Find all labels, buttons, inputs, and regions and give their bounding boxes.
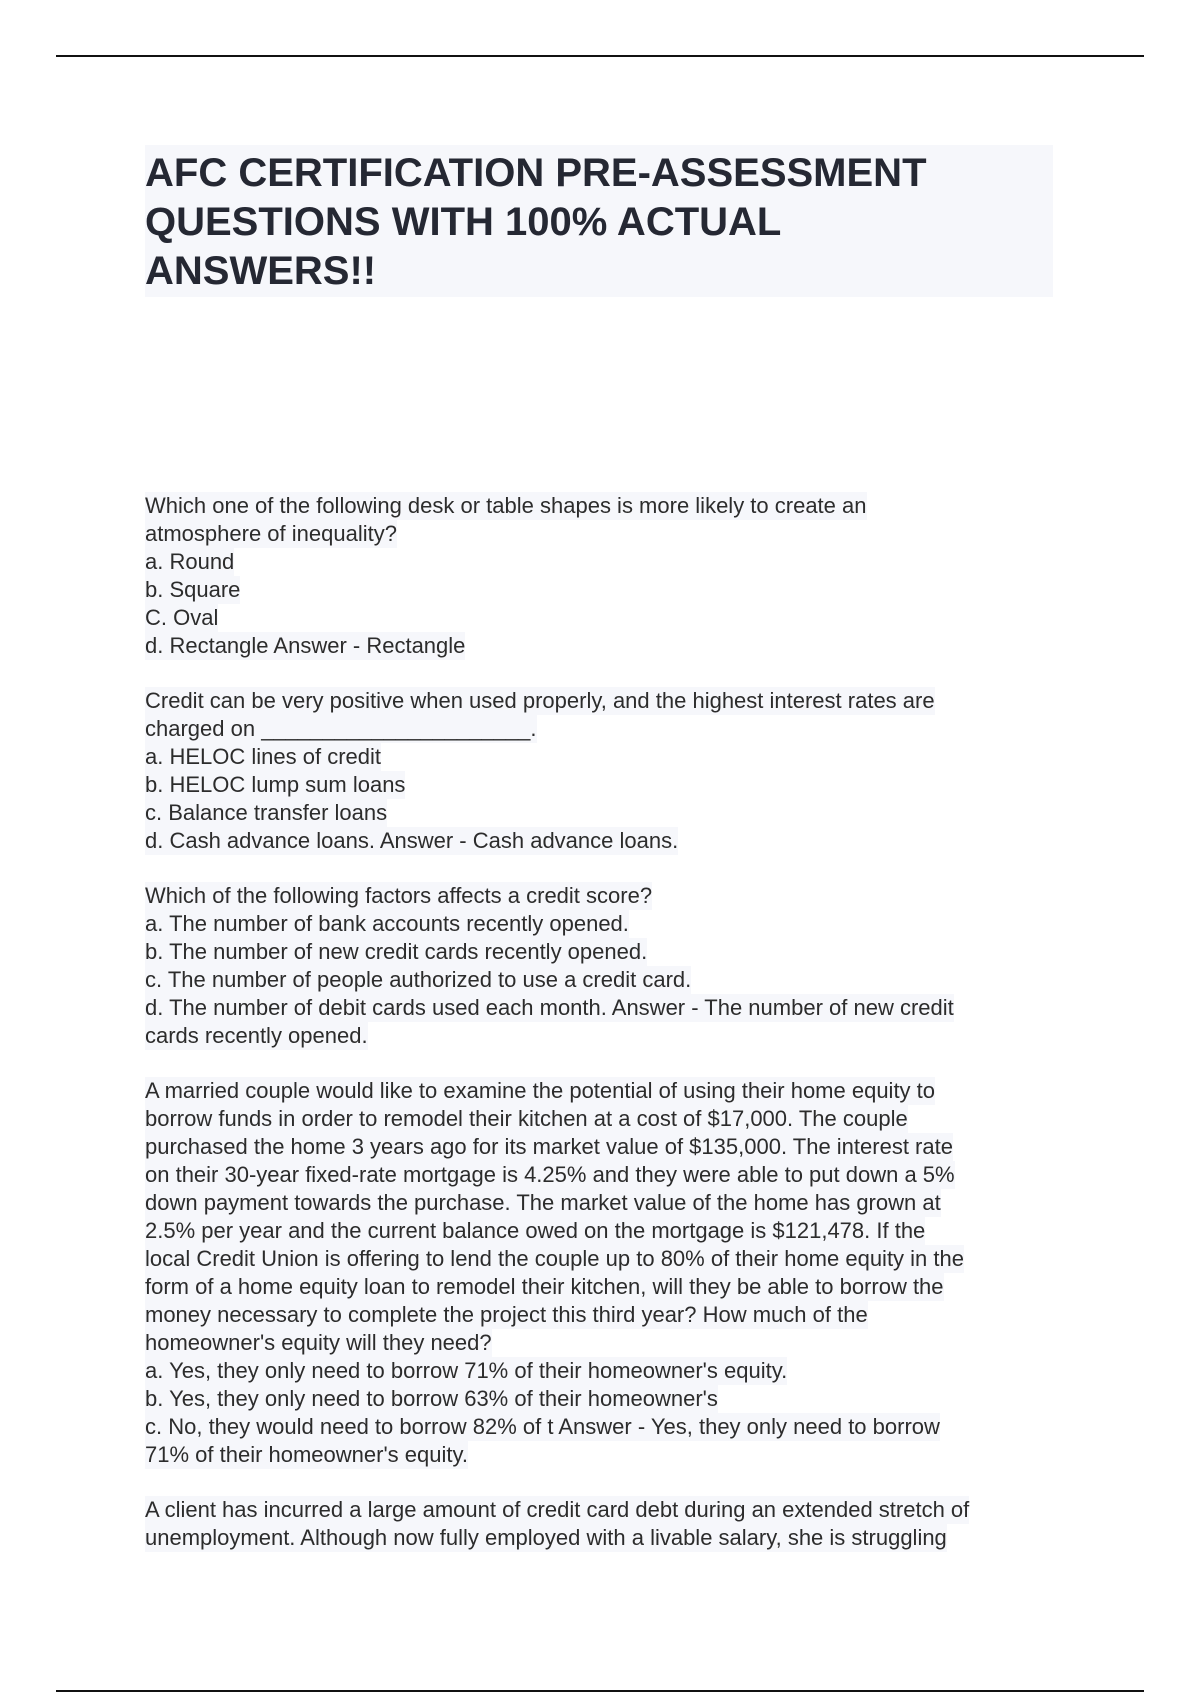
answer-option: b. HELOC lump sum loans bbox=[145, 772, 406, 797]
question-text: charged on ______________________. bbox=[145, 716, 537, 741]
question-block bbox=[145, 492, 1105, 660]
bottom-rule bbox=[56, 1690, 1144, 1692]
question-text: 2.5% per year and the current balance owed on the mortgage is $121,478. If the bbox=[145, 1218, 926, 1243]
question-text: unemployment. Although now fully employed with a livable salary, she is struggling bbox=[145, 1525, 947, 1550]
answer-option: b. The number of new credit cards recently opened. bbox=[145, 939, 648, 964]
question-text: A client has incurred a large amount of credit card debt during an extended stretch of bbox=[145, 1497, 970, 1522]
question-text: A married couple would like to examine the potential of using their home equity to bbox=[145, 1078, 936, 1103]
answer-option: 71% of their homeowner's equity. bbox=[145, 1442, 468, 1467]
title-line: AFC CERTIFICATION PRE-ASSESSMENT bbox=[145, 151, 927, 195]
answer-option: d. Cash advance loans. Answer - Cash advance loans. bbox=[145, 828, 679, 853]
answer-option: cards recently opened. bbox=[145, 1023, 368, 1048]
question-text: on their 30-year fixed-rate mortgage is 4.25% and they were able to put down a 5% bbox=[145, 1162, 955, 1187]
answer-option: a. HELOC lines of credit bbox=[145, 744, 381, 769]
question-block bbox=[145, 1496, 1105, 1552]
question-block bbox=[145, 1077, 1105, 1469]
answer-option: a. Yes, they only need to borrow 71% of their homeowner's equity. bbox=[145, 1358, 788, 1383]
question-block bbox=[145, 882, 1105, 1050]
question-text: purchased the home 3 years ago for its market value of $135,000. The interest rate bbox=[145, 1134, 953, 1159]
answer-option: C. Oval bbox=[145, 605, 219, 630]
question-text: Which of the following factors affects a credit score? bbox=[145, 883, 653, 908]
answer-option: a. The number of bank accounts recently opened. bbox=[145, 911, 629, 936]
question-block bbox=[145, 687, 1105, 855]
title-line: QUESTIONS WITH 100% ACTUAL bbox=[145, 200, 782, 244]
answer-option: c. No, they would need to borrow 82% of t Answer - Yes, they only need to borrow bbox=[145, 1414, 940, 1439]
answer-option: b. Square bbox=[145, 577, 241, 602]
question-text: homeowner's equity will they need? bbox=[145, 1330, 492, 1355]
answer-option: b. Yes, they only need to borrow 63% of their homeowner's bbox=[145, 1386, 718, 1411]
question-text: Which one of the following desk or table shapes is more likely to create an bbox=[145, 493, 867, 518]
document-title bbox=[145, 145, 1053, 297]
question-text: borrow funds in order to remodel their kitchen at a cost of $17,000. The couple bbox=[145, 1106, 908, 1131]
question-list bbox=[145, 492, 1105, 1579]
question-text: local Credit Union is offering to lend the couple up to 80% of their home equity in the bbox=[145, 1246, 964, 1271]
answer-option: d. Rectangle Answer - Rectangle bbox=[145, 633, 466, 658]
answer-option: c. Balance transfer loans bbox=[145, 800, 388, 825]
answer-option: a. Round bbox=[145, 549, 235, 574]
question-text: atmosphere of inequality? bbox=[145, 521, 397, 546]
top-rule bbox=[56, 55, 1144, 57]
question-text: down payment towards the purchase. The market value of the home has grown at bbox=[145, 1190, 941, 1215]
question-text: form of a home equity loan to remodel their kitchen, will they be able to borrow the bbox=[145, 1274, 944, 1299]
answer-option: d. The number of debit cards used each month. Answer - The number of new credit bbox=[145, 995, 954, 1020]
answer-option: c. The number of people authorized to use a credit card. bbox=[145, 967, 692, 992]
question-text: money necessary to complete the project this third year? How much of the bbox=[145, 1302, 868, 1327]
question-text: Credit can be very positive when used properly, and the highest interest rates are bbox=[145, 688, 935, 713]
title-line: ANSWERS!! bbox=[145, 249, 377, 293]
